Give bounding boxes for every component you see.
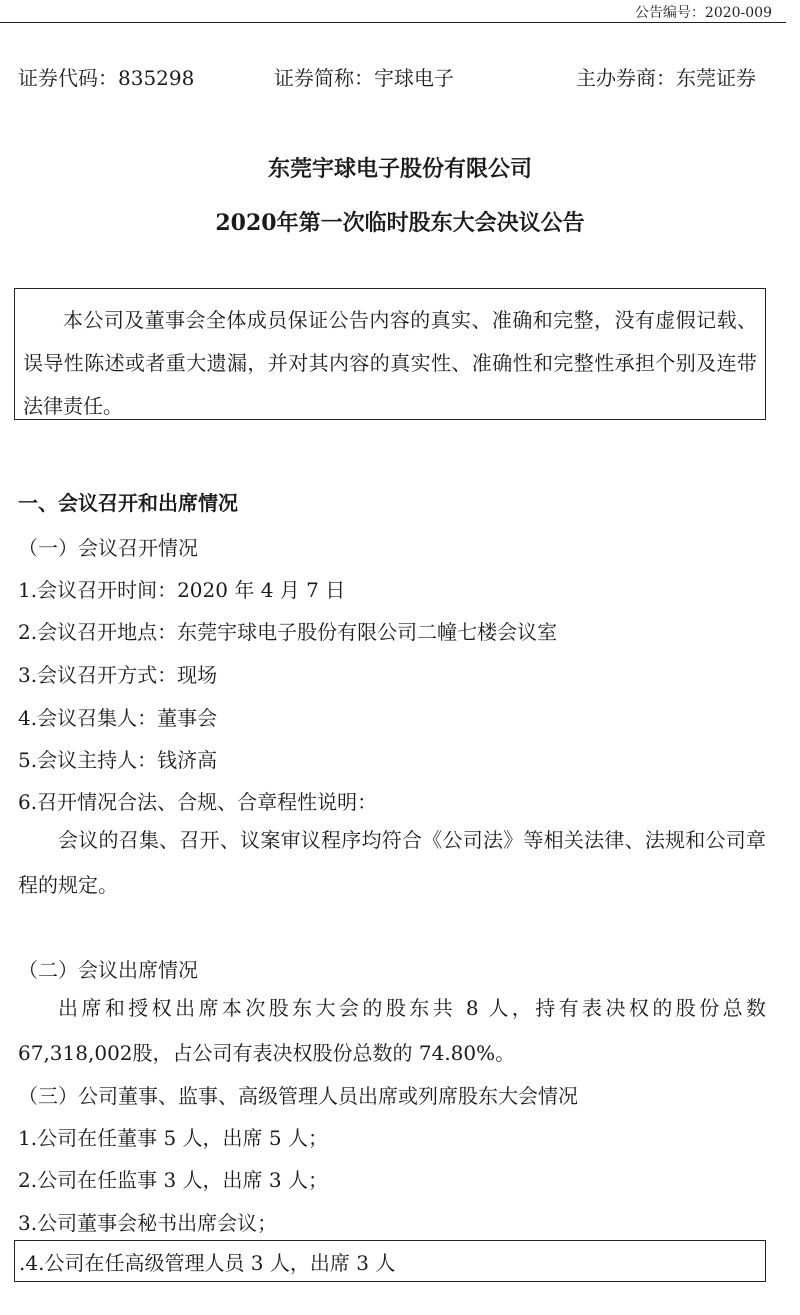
subsection-heading-attendance: （二）会议出席情况: [18, 958, 198, 982]
compliance-text-content: 会议的召集、召开、议案审议程序均符合《公司法》等相关法律、法规和公司章程的规定。: [18, 828, 766, 897]
notice-number: 公告编号：2020-009: [634, 5, 772, 21]
directors-attendance: 1.公司在任董事 5 人，出席 5 人；: [18, 1126, 328, 1150]
compliance-heading: 6.召开情况合法、合规、合章程性说明：: [18, 790, 378, 814]
meeting-method: 3.会议召开方式：现场: [18, 663, 218, 687]
announcement-title: 2020年第一次临时股东大会决议公告: [215, 210, 585, 236]
meeting-location: 2.会议召开地点：东莞宇球电子股份有限公司二幢七楼会议室: [18, 620, 558, 644]
secretary-attendance: 3.公司董事会秘书出席会议；: [18, 1211, 278, 1235]
compliance-text: [18, 818, 766, 908]
attendance-text: [18, 986, 766, 1076]
subsection-heading-convening: （一）会议召开情况: [18, 536, 198, 560]
sponsor-broker: 主办券商：东莞证券: [576, 66, 756, 90]
meeting-time: 1.会议召开时间：2020 年 4 月 7 日: [18, 578, 346, 602]
security-abbreviation: 证券简称：宇球电子: [274, 66, 454, 90]
meeting-chair: 5.会议主持人：钱济高: [18, 748, 218, 772]
meeting-convener: 4.会议召集人：董事会: [18, 706, 218, 730]
security-code: 证券代码：835298: [18, 66, 195, 90]
subsection-heading-officers: （三）公司董事、监事、高级管理人员出席或列席股东大会情况: [18, 1084, 578, 1108]
header-rule: [0, 22, 786, 23]
declaration-text: 本公司及董事会全体成员保证公告内容的真实、准确和完整，没有虚假记载、误导性陈述或者重大遗漏，并对其内容的真实性、准确性和完整性承担个别及连带法律责任。: [23, 308, 757, 418]
section-heading-meeting: 一、会议召开和出席情况: [18, 491, 238, 515]
attendance-text-content: 出席和授权出席本次股东大会的股东共 8 人，持有表决权的股份总数67,318,002股，占公司有表决权股份总数的 74.80%。: [18, 996, 766, 1065]
supervisors-attendance: 2.公司在任监事 3 人，出席 3 人；: [18, 1168, 328, 1192]
senior-management-box: [14, 1240, 766, 1282]
declaration-box: [14, 288, 766, 420]
company-name: 东莞宇球电子股份有限公司: [267, 156, 532, 182]
senior-management-attendance: .4.公司在任高级管理人员 3 人，出席 3 人: [19, 1251, 396, 1275]
